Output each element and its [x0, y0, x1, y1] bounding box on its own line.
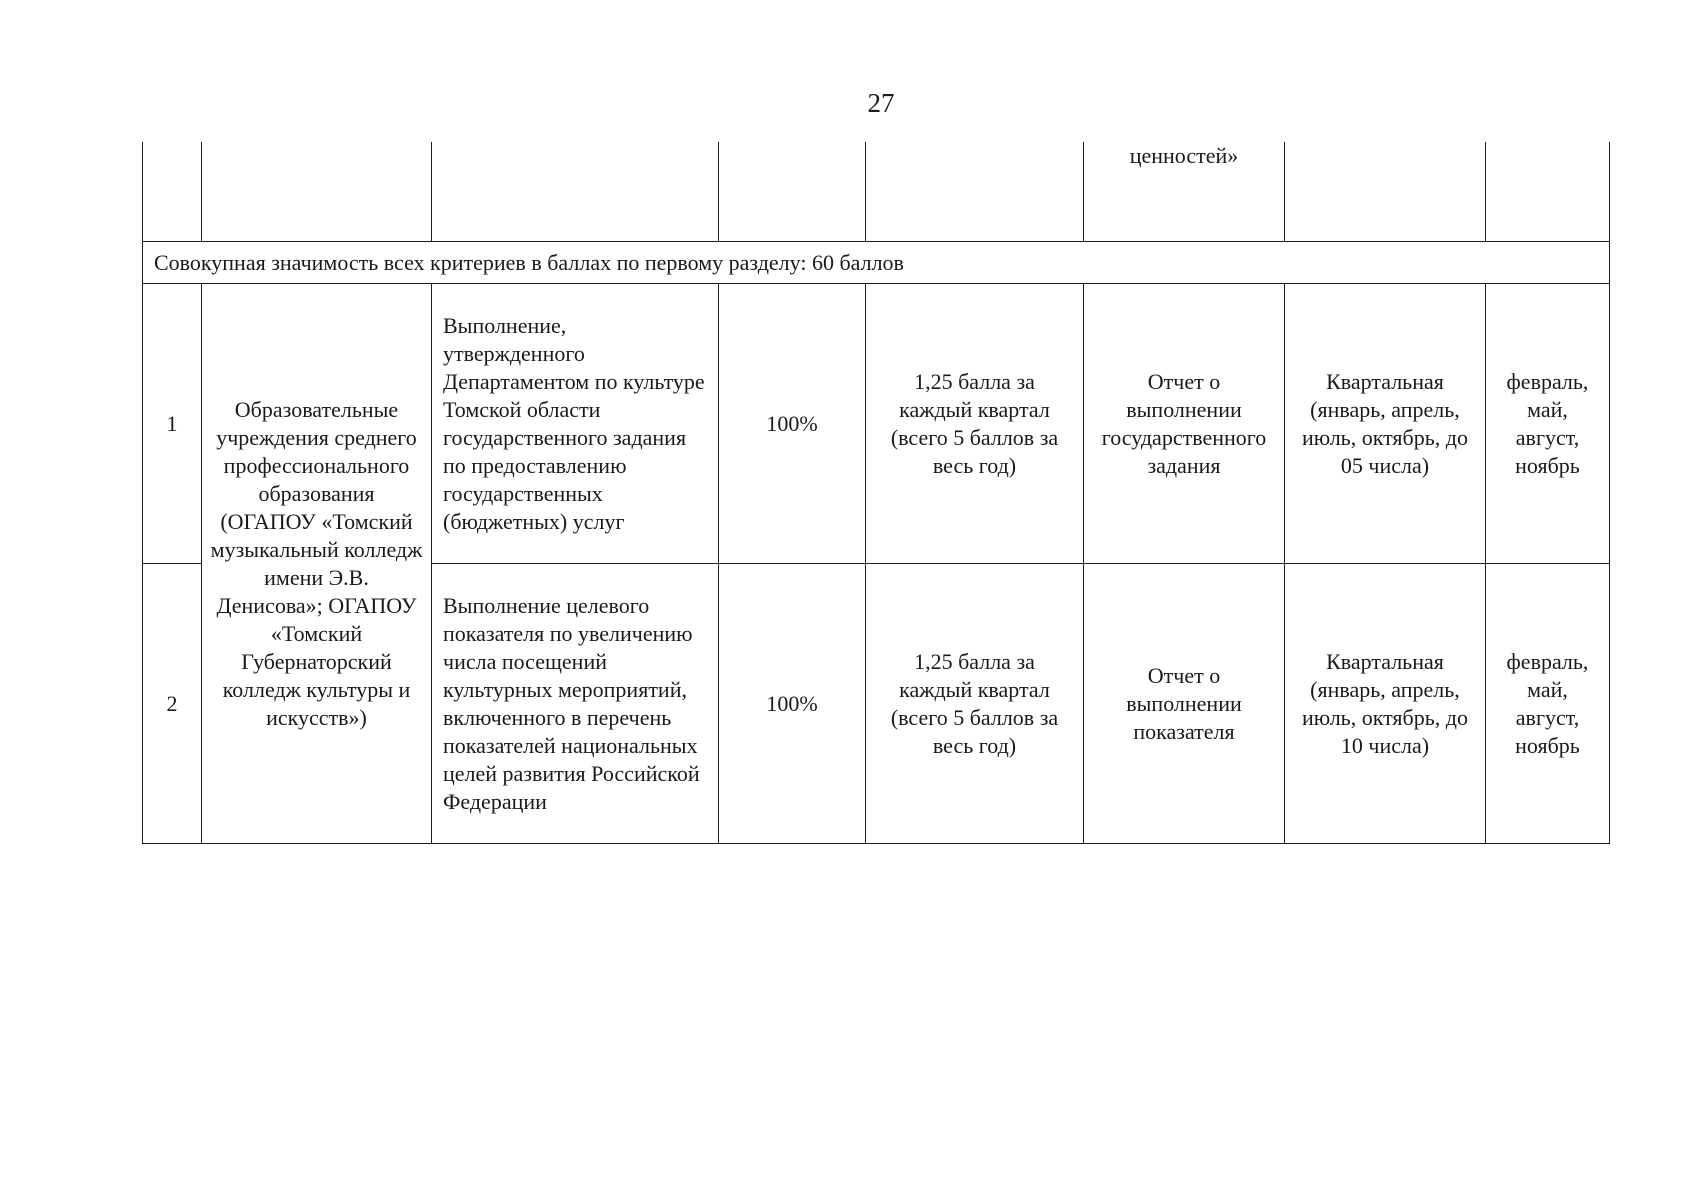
- institution-cell: Образовательные учреждения среднего профессионального образования (ОГАПОУ «Томский музыкальный колледж имени Э.В. Денисова»; ОГАПОУ «Томский Губернаторский колледж культуры и искусств»): [202, 284, 432, 844]
- table-cell: [143, 142, 202, 242]
- months-cell: февраль, май, август, ноябрь: [1486, 284, 1610, 564]
- points-cell: 1,25 балла за каждый квартал (всего 5 баллов за весь год): [866, 284, 1084, 564]
- value-cell: 100%: [719, 564, 866, 844]
- months-cell: февраль, май, август, ноябрь: [1486, 564, 1610, 844]
- report-cell: Отчет о выполнении показателя: [1084, 564, 1285, 844]
- points-cell: 1,25 балла за каждый квартал (всего 5 баллов за весь год): [866, 564, 1084, 844]
- table-cell: [1285, 142, 1486, 242]
- continuation-row: [143, 142, 1610, 242]
- report-cell: Отчет о выполнении государственного задания: [1084, 284, 1285, 564]
- table-cell: [202, 142, 432, 242]
- table-cell: [432, 142, 719, 242]
- periodicity-cell: Квартальная (январь, апрель, июль, октябрь, до 05 числа): [1285, 284, 1486, 564]
- table-cell: [719, 142, 866, 242]
- criterion-cell: Выполнение целевого показателя по увеличению числа посещений культурных мероприятий, включенного в перечень показателей национальных целей развития Российской Федерации: [432, 564, 719, 844]
- table-row: [143, 284, 1610, 564]
- section-summary: Совокупная значимость всех критериев в баллах по первому разделу: 60 баллов: [143, 242, 1610, 284]
- table-cell: [1486, 142, 1610, 242]
- row-number: 1: [143, 284, 202, 564]
- row-number: 2: [143, 564, 202, 844]
- criterion-cell: Выполнение, утвержденного Департаментом по культуре Томской области государственного задания по предоставлению государственных (бюджетных) услуг: [432, 284, 719, 564]
- page-number: 27: [867, 88, 895, 118]
- criteria-table: [142, 142, 1610, 844]
- table-cell: ценностей»: [1084, 142, 1285, 242]
- value-cell: 100%: [719, 284, 866, 564]
- periodicity-cell: Квартальная (январь, апрель, июль, октябрь, до 10 числа): [1285, 564, 1486, 844]
- section-summary-row: [143, 242, 1610, 284]
- table-cell: [866, 142, 1084, 242]
